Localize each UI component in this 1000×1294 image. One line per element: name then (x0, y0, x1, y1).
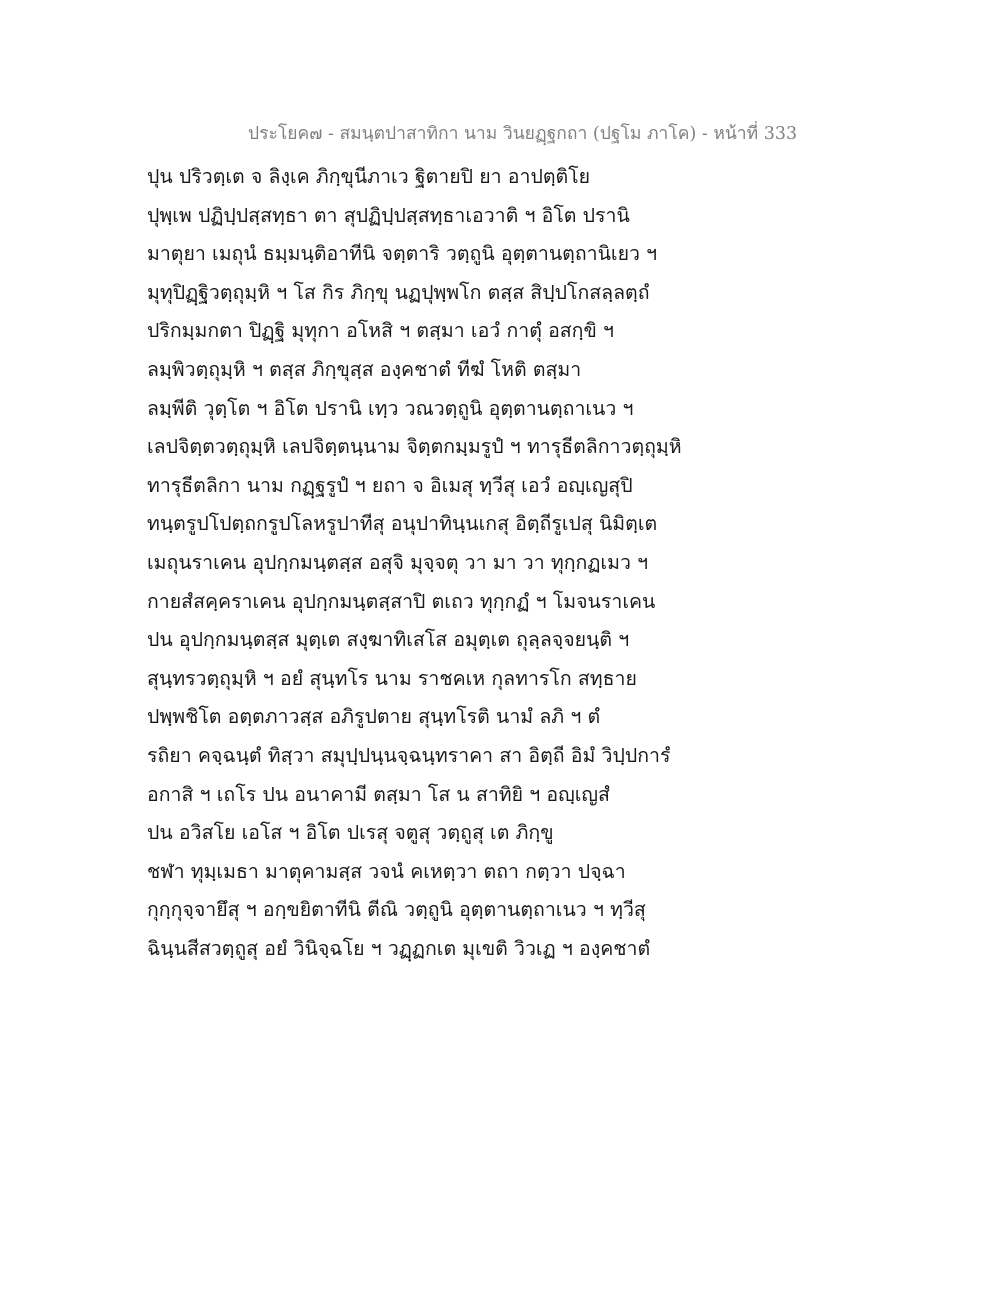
text-line: ชฬา ทุมฺเมธา มาตุคามสฺส วจนํ คเหตฺวา ตถา กตฺวา ปจฺฉา (147, 859, 626, 883)
text-line: รถิยา คจฺฉนฺตํ ทิสฺวา สมุปฺปนฺนจฺฉนฺทราคา สา อิตฺถี อิมํ วิปฺปการํ (147, 743, 671, 767)
text-line: เมถุนราเคน อุปกฺกมนฺตสฺส อสุจิ มุจฺจตุ วา มา วา ทุกฺกฏเมว ฯ (147, 550, 649, 574)
text-line: ปุพฺเพ ปฏิปฺปสฺสทฺธา ตา สุปฏิปฺปสฺสทฺธาเอวาติ ฯ อิโต ปรานิ (147, 203, 630, 227)
text-line: กายสํสคฺคราเคน อุปกฺกมนฺตสฺสาปิ ตเถว ทุกฺกฏํ ฯ โมจนราเคน (147, 589, 656, 613)
running-header: ประโยค๗ - สมนฺตปาสาทิกา นาม วินยฏฺฐกถา (ปฐโม ภาโค) - หน้าที่ 333 (248, 124, 798, 144)
text-line: ปุน ปริวตฺเต จ ลิงฺเค ภิกฺขุนีภาเว ฐิตายปิ ยา อาปตฺติโย (147, 165, 591, 188)
text-line: ทารุธีตลิกา นาม กฏฺฐรูปํ ฯ ยถา จ อิเมสุ ทฺวีสุ เอวํ อญฺเญสุปิ (147, 473, 633, 497)
text-line: มาตุยา เมถุนํ ธมฺมนฺติอาทีนิ จตฺตาริ วตฺถูนิ อุตฺตานตฺถานิเยว ฯ (147, 242, 658, 266)
text-line: สุนฺทรวตฺถุมฺหิ ฯ อยํ สุนฺทโร นาม ราชคเห กุลทารโก สทฺธาย (147, 666, 637, 690)
text-line: ปน อุปกฺกมนฺตสฺส มุตฺเต สงฺฆาทิเสโส อมุตฺเต ถุลฺลจฺจยนฺติ ฯ (147, 628, 630, 652)
text-line: ปริกมฺมกตา ปิฏฺฐิ มุทุกา อโหสิ ฯ ตสฺมา เอวํ กาตุํ อสกฺขิ ฯ (147, 319, 614, 343)
text-line: กุกฺกุจฺจายึสุ ฯ อกฺขยิตาทีนิ ตีณิ วตฺถูนิ อุตฺตานตฺถาเนว ฯ ทฺวีสุ (147, 898, 646, 922)
text-line: อกาสิ ฯ เถโร ปน อนาคามี ตสฺมา โส น สาทิยิ ฯ อญฺเญสํ (147, 782, 610, 806)
text-line: ฉินฺนสีสวตฺถูสุ อยํ วินิจฺฉโย ฯ วฏฺฏกเต มุเขติ วิวเฏ ฯ องฺคชาตํ (147, 936, 651, 960)
text-line: ทนฺตรูปโปตฺถกรูปโลหรูปาทีสุ อนุปาทินฺนเกสุ อิตฺถีรูเปสุ นิมิตฺเต (147, 512, 658, 536)
text-line: เลปจิตฺตวตฺถุมฺหิ เลปจิตฺตนฺนาม จิตฺตกมฺมรูปํ ฯ ทารุธีตลิกาวตฺถุมฺหิ (147, 435, 682, 459)
text-line: ลมฺพิวตฺถุมฺหิ ฯ ตสฺส ภิกฺขุสฺส องฺคชาตํ ทีฆํ โหติ ตสฺมา (147, 357, 582, 381)
body-text (147, 158, 707, 968)
text-line: ปน อวิสโย เอโส ฯ อิโต ปเรสุ จตูสุ วตฺถูสุ เต ภิกฺขู (147, 821, 554, 845)
text-line: มุทุปิฏฺฐิวตฺถุมฺหิ ฯ โส กิร ภิกฺขุ นฏปุพฺพโก ตสฺส สิปฺปโกสลฺลตฺถํ (147, 280, 650, 304)
text-line: ปพฺพชิโต อตฺตภาวสฺส อภิรูปตาย สุนฺทโรติ นามํ ลภิ ฯ ตํ (147, 705, 601, 729)
text-line: ลมฺพีติ วุตฺโต ฯ อิโต ปรานิ เทฺว วณวตฺถูนิ อุตฺตานตฺถาเนว ฯ (147, 396, 634, 420)
